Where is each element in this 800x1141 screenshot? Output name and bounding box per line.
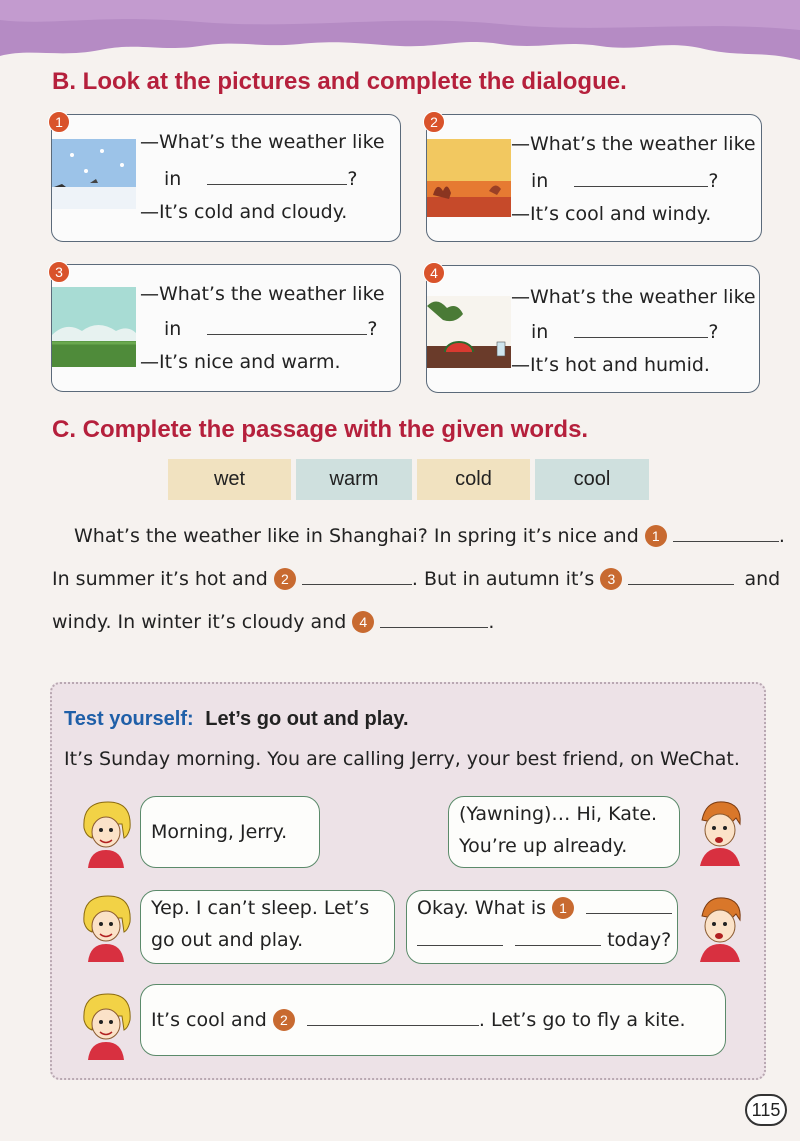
kate-bubble-1	[140, 796, 320, 868]
blank-number-3: 3	[600, 568, 622, 590]
passage-text: What’s the weather like in Shanghai? In spring it’s nice and	[74, 525, 639, 547]
reply-line: —It’s cold and cloudy.	[140, 201, 348, 223]
number-badge-2: 2	[423, 111, 445, 133]
jerry-avatar	[692, 892, 748, 962]
reply-line: —It’s nice and warm.	[140, 351, 341, 373]
question-line: —What’s the weather like	[511, 286, 756, 308]
bubble-text: Yep. I can’t sleep. Let’s	[151, 897, 370, 919]
spring-field-picture	[52, 285, 136, 367]
section-b-heading: B. Look at the pictures and complete the dialogue.	[52, 68, 627, 95]
summer-watermelon-picture	[427, 286, 511, 368]
passage-line-1	[74, 524, 785, 547]
in-label: in	[531, 170, 549, 192]
jerry-avatar	[692, 796, 748, 866]
blank-number-2: 2	[274, 568, 296, 590]
question-line: —What’s the weather like	[140, 131, 385, 153]
jerry-bubble-1	[448, 796, 680, 868]
passage-line-3	[52, 610, 494, 633]
passage-line-2	[52, 567, 780, 590]
blank-city-1[interactable]	[207, 167, 347, 185]
question-mark: ?	[708, 321, 719, 343]
passage-text: and	[744, 568, 781, 590]
dialogue-box-1	[51, 114, 401, 242]
kate-avatar	[78, 892, 134, 962]
bubble-text: Morning, Jerry.	[151, 821, 288, 843]
test-yourself-panel	[50, 682, 766, 1080]
test-label: Test yourself:	[64, 708, 194, 730]
question-mark: ?	[347, 168, 358, 190]
answer-line	[164, 167, 357, 190]
section-c-heading: C. Complete the passage with the given words.	[52, 416, 589, 443]
passage-blank-2[interactable]	[302, 567, 412, 585]
kate-avatar	[78, 798, 134, 868]
blank-city-2[interactable]	[574, 169, 708, 187]
number-badge-3: 3	[48, 261, 70, 283]
period: .	[778, 525, 785, 547]
question-mark: ?	[708, 170, 719, 192]
question-line: —What’s the weather like	[511, 133, 756, 155]
period: .	[488, 611, 495, 633]
bubble-blank-1b[interactable]	[417, 928, 503, 946]
blank-number-4: 4	[352, 611, 374, 633]
reply-line: —It’s hot and humid.	[511, 354, 710, 376]
word-box-cool: cool	[535, 459, 649, 500]
bubble-text: go out and play.	[151, 929, 304, 951]
bubble-text: (Yawning)… Hi, Kate.	[459, 803, 658, 825]
test-title-line	[64, 708, 409, 731]
in-label: in	[531, 321, 549, 343]
bubble-text: Okay. What is	[417, 897, 547, 919]
kate-bubble-2	[140, 890, 395, 964]
bubble-blank-2[interactable]	[307, 1008, 479, 1026]
passage-blank-3[interactable]	[628, 567, 734, 585]
kate-bubble-3	[140, 984, 726, 1056]
bubble-text: It’s cool and	[151, 1009, 267, 1031]
dialogue-box-4	[426, 265, 760, 393]
answer-line	[531, 320, 718, 343]
dialogue-box-3	[51, 264, 401, 392]
snowy-cloudy-picture	[52, 135, 136, 217]
bubble-text: . Let’s go to fly a kite.	[478, 1009, 686, 1031]
in-label: in	[164, 318, 182, 340]
reply-line: —It’s cool and windy.	[511, 203, 712, 225]
jerry-bubble-2	[406, 890, 678, 964]
dialogue-box-2	[426, 114, 762, 242]
blank-city-4[interactable]	[574, 320, 708, 338]
test-title: Let’s go out and play.	[205, 708, 409, 730]
bubble-text: today?	[607, 929, 672, 951]
in-label: in	[164, 168, 182, 190]
answer-line	[164, 317, 377, 340]
bubble-blank-1a[interactable]	[586, 896, 672, 914]
bubble-line	[417, 923, 672, 957]
passage-text: In summer it’s hot and	[52, 568, 268, 590]
word-box-cold: cold	[417, 459, 530, 500]
passage-text: windy. In winter it’s cloudy and	[52, 611, 347, 633]
bubble-text: You’re up already.	[459, 835, 628, 857]
blank-city-3[interactable]	[207, 317, 367, 335]
passage-blank-4[interactable]	[380, 610, 488, 628]
blank-number-1: 1	[552, 897, 574, 919]
passage-text: . But in autumn it’s	[411, 568, 595, 590]
word-box-wet: wet	[168, 459, 291, 500]
page-number: 115	[745, 1094, 787, 1126]
question-mark: ?	[367, 318, 378, 340]
blank-number-2: 2	[273, 1009, 295, 1031]
test-intro: It’s Sunday morning. You are calling Jerry, your best friend, on WeChat.	[64, 748, 740, 770]
question-line: —What’s the weather like	[140, 283, 385, 305]
word-box-warm: warm	[296, 459, 412, 500]
answer-line	[531, 169, 718, 192]
top-decorative-band	[0, 0, 800, 70]
bubble-blank-1c[interactable]	[515, 928, 601, 946]
passage-blank-1[interactable]	[673, 524, 779, 542]
windy-sunset-picture	[427, 135, 511, 217]
number-badge-1: 1	[48, 111, 70, 133]
blank-number-1: 1	[645, 525, 667, 547]
bubble-line	[417, 891, 667, 925]
kate-avatar	[78, 990, 134, 1060]
number-badge-4: 4	[423, 262, 445, 284]
